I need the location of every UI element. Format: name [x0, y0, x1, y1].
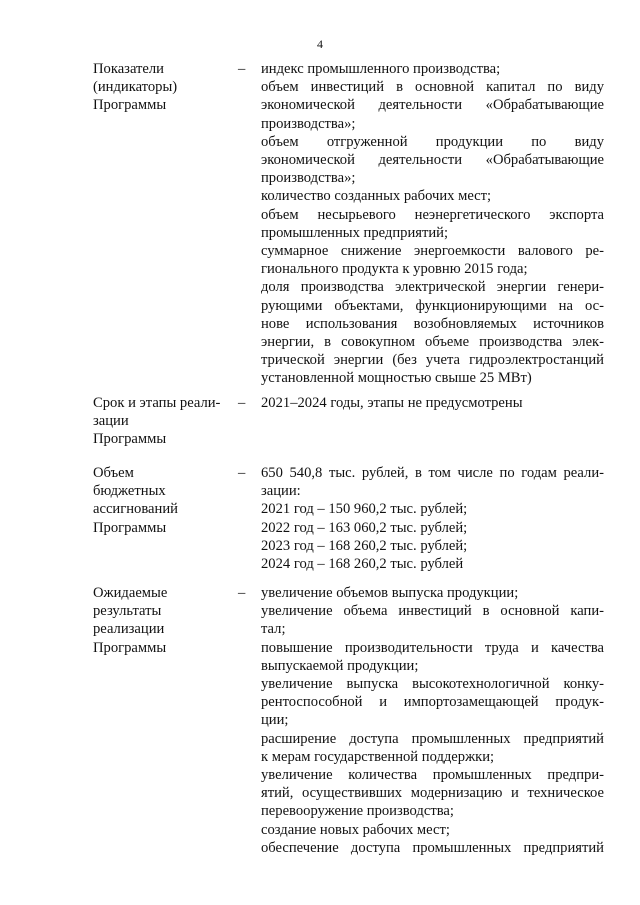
content-line: трической энергии (без учета гидроэлектростанций: [261, 352, 604, 369]
section-dash: –: [238, 585, 246, 601]
section-label-line: Показатели: [93, 61, 164, 77]
section-label-line: ассигнований: [93, 501, 178, 518]
section-label: [93, 584, 233, 657]
content-line: ции;: [261, 712, 289, 729]
section-label-line: реализации: [93, 621, 165, 638]
section-label-line: (индикаторы): [93, 79, 178, 96]
content-line: расширение доступа промышленных предприятий: [261, 730, 604, 747]
content-line: 650 540,8 тыс. рублей, в том числе по годам реали-: [261, 465, 604, 481]
content-line: к мерам государственной поддержки;: [261, 748, 495, 765]
content-line: выпускаемой продукции;: [261, 657, 419, 674]
section-label-line: результаты: [93, 603, 162, 620]
content-line: создание новых рабочих мест;: [261, 821, 450, 838]
section-label: [93, 60, 233, 115]
section-label-line: Программы: [93, 431, 167, 448]
section-dash: –: [238, 465, 246, 481]
content-line: тал;: [261, 621, 286, 638]
content-line: индекс промышленного производства;: [261, 61, 501, 77]
content-line: увеличение объема инвестиций в основной капи-: [261, 603, 604, 620]
section-label-line: бюджетных: [93, 483, 166, 500]
section-label-line: Срок и этапы реали-: [93, 395, 221, 411]
section-content: [261, 60, 604, 388]
content-line: доля производства электрической энергии генери-: [261, 279, 604, 296]
content-line: экономической деятельности «Обрабатывающие: [261, 152, 604, 169]
content-line: энергии, в совокупном объеме производства элек-: [261, 334, 604, 351]
content-line: экономической деятельности «Обрабатывающие: [261, 97, 604, 114]
content-line: промышленных предприятий;: [261, 224, 449, 241]
section-content: [261, 584, 604, 857]
content-line: увеличение объемов выпуска продукции;: [261, 585, 519, 601]
content-line: производства»;: [261, 115, 356, 132]
content-line: 2023 год – 168 260,2 тыс. рублей;: [261, 537, 468, 554]
section-label: [93, 394, 233, 449]
section-label-line: зации: [93, 413, 129, 430]
content-line: 2024 год – 168 260,2 тыс. рублей: [261, 556, 464, 573]
content-line: рентоспособной и импортозамещающей продук-: [261, 694, 604, 711]
content-line: рующими объектами, функционирующими на ос-: [261, 297, 604, 314]
content-line: установленной мощностью свыше 25 МВт): [261, 370, 532, 387]
content-line: суммарное снижение энергоемкости валового ре-: [261, 243, 604, 260]
content-line: увеличение количества промышленных предпри-: [261, 767, 604, 784]
content-line: зации:: [261, 483, 301, 500]
content-line: объем инвестиций в основной капитал по виду: [261, 79, 604, 96]
section-content: [261, 464, 604, 573]
content-line: 2021 год – 150 960,2 тыс. рублей;: [261, 501, 468, 518]
section-label-line: Программы: [93, 97, 167, 114]
content-line: 2022 год – 163 060,2 тыс. рублей;: [261, 519, 468, 536]
content-line: гионального продукта к уровню 2015 года;: [261, 261, 528, 278]
page-number: 4: [317, 37, 323, 51]
section-dash: –: [238, 61, 246, 77]
section-label-line: Программы: [93, 519, 167, 536]
content-line: увеличение выпуска высокотехнологичной конку-: [261, 676, 604, 693]
content-line: перевооружение производства;: [261, 803, 454, 820]
section-label: [93, 464, 233, 537]
content-line: повышение производительности труда и качества: [261, 639, 604, 656]
content-line: объем несырьевого неэнергетического экспорта: [261, 206, 604, 223]
section-content: [261, 394, 604, 412]
content-line: объем отгруженной продукции по виду: [261, 133, 604, 150]
content-line: производства»;: [261, 170, 356, 187]
content-line: 2021–2024 годы, этапы не предусмотрены: [261, 395, 523, 411]
content-line: обеспечение доступа промышленных предприятий: [261, 839, 604, 856]
content-line: нове использования возобновляемых источников: [261, 315, 604, 332]
section-dash: –: [238, 395, 246, 411]
section-label-line: Программы: [93, 639, 167, 656]
content-line: количество созданных рабочих мест;: [261, 188, 492, 205]
section-label-line: Объем: [93, 465, 134, 481]
section-label-line: Ожидаемые: [93, 585, 168, 601]
content-line: ятий, осуществивших модернизацию и техническое: [261, 785, 604, 802]
